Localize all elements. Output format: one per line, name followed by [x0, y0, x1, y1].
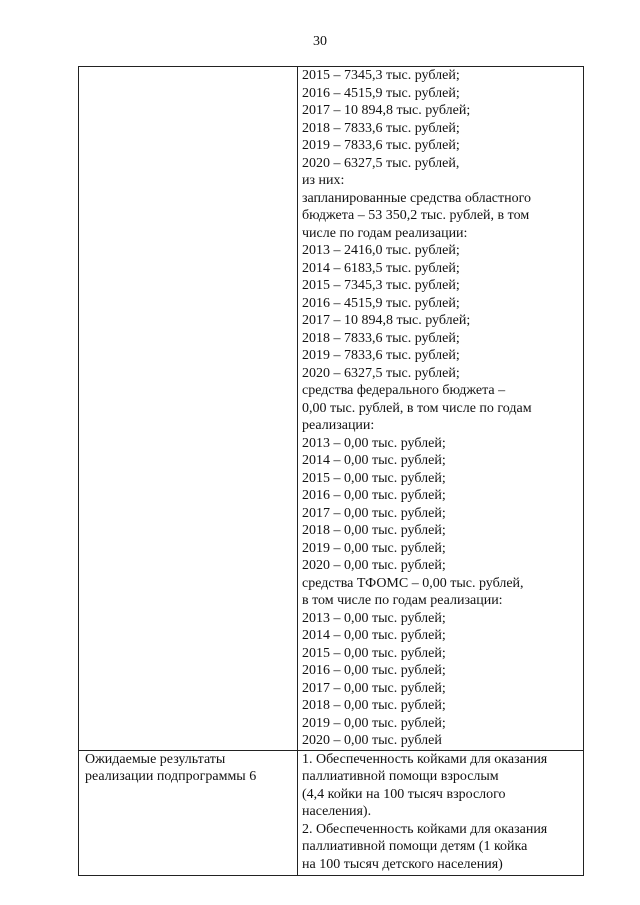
funding-line: из них:: [302, 173, 345, 188]
funding-line: 2018 – 0,00 тыс. рублей;: [302, 523, 446, 538]
funding-line: 2016 – 4515,9 тыс. рублей;: [302, 85, 460, 101]
results-value-cell: [298, 750, 584, 875]
results-value-line: населения).: [302, 804, 372, 819]
results-label-line: Ожидаемые результаты: [85, 751, 226, 767]
funding-line: 2017 – 10 894,8 тыс. рублей;: [302, 313, 471, 328]
funding-line: реализации:: [302, 418, 375, 433]
results-value-line: на 100 тысяч детского населения): [302, 856, 503, 872]
funding-line: 2017 – 0,00 тыс. рублей;: [302, 505, 446, 521]
funding-line: 2019 – 7833,6 тыс. рублей;: [302, 348, 460, 363]
funding-line: средства федерального бюджета –: [302, 383, 506, 398]
funding-line: 2019 – 0,00 тыс. рублей;: [302, 540, 446, 556]
results-value-line: паллиативной помощи взрослым: [302, 769, 499, 784]
funding-line: в том числе по годам реализации:: [302, 593, 503, 608]
funding-line: средства ТФОМС – 0,00 тыс. рублей,: [302, 575, 524, 591]
funding-line: 2019 – 7833,6 тыс. рублей;: [302, 138, 460, 153]
funding-line: 2020 – 0,00 тыс. рублей;: [302, 558, 446, 573]
results-value-line: 2. Обеспеченность койками для оказания: [302, 821, 548, 837]
funding-line: 2015 – 0,00 тыс. рублей;: [302, 645, 446, 661]
funding-line: 2018 – 7833,6 тыс. рублей;: [302, 330, 460, 346]
funding-line: 2014 – 0,00 тыс. рублей;: [302, 453, 446, 468]
funding-line: 2013 – 2416,0 тыс. рублей;: [302, 243, 460, 258]
results-value-line: 1. Обеспеченность койками для оказания: [302, 751, 548, 767]
page-number: 30: [313, 34, 327, 49]
funding-line: 2018 – 0,00 тыс. рублей;: [302, 698, 446, 713]
subprogram-table: [78, 66, 584, 876]
funding-line: 2015 – 7345,3 тыс. рублей;: [302, 278, 460, 293]
funding-line: 2017 – 0,00 тыс. рублей;: [302, 680, 446, 696]
funding-line: 2015 – 0,00 тыс. рублей;: [302, 470, 446, 486]
results-label-line: реализации подпрограммы 6: [85, 769, 257, 784]
funding-line: 2020 – 0,00 тыс. рублей: [302, 733, 442, 748]
results-value-line: паллиативной помощи детям (1 койка: [302, 839, 528, 854]
funding-line: 2016 – 4515,9 тыс. рублей;: [302, 295, 460, 311]
funding-line: 2020 – 6327,5 тыс. рублей,: [302, 155, 460, 171]
results-value-line: (4,4 койки на 100 тысяч взрослого: [302, 786, 506, 802]
funding-line: 0,00 тыс. рублей, в том числе по годам: [302, 400, 532, 416]
results-row: [79, 750, 584, 875]
funding-line: числе по годам реализации:: [302, 225, 468, 241]
funding-label-cell: [79, 67, 298, 751]
funding-line: 2017 – 10 894,8 тыс. рублей;: [302, 103, 471, 118]
funding-line: 2014 – 0,00 тыс. рублей;: [302, 628, 446, 643]
funding-line: бюджета – 53 350,2 тыс. рублей, в том: [302, 208, 530, 223]
results-label-cell: [79, 750, 298, 875]
funding-line: 2013 – 0,00 тыс. рублей;: [302, 435, 446, 451]
funding-line: 2014 – 6183,5 тыс. рублей;: [302, 260, 460, 276]
funding-line: 2016 – 0,00 тыс. рублей;: [302, 663, 446, 678]
funding-line: 2020 – 6327,5 тыс. рублей;: [302, 365, 460, 381]
funding-line: 2016 – 0,00 тыс. рублей;: [302, 488, 446, 503]
funding-line: запланированные средства областного: [302, 190, 532, 206]
funding-line: 2013 – 0,00 тыс. рублей;: [302, 610, 446, 626]
funding-line: 2015 – 7345,3 тыс. рублей;: [302, 68, 460, 83]
funding-cell: [298, 67, 584, 751]
funding-line: 2018 – 7833,6 тыс. рублей;: [302, 120, 460, 136]
funding-row: [79, 67, 584, 751]
funding-line: 2019 – 0,00 тыс. рублей;: [302, 715, 446, 731]
